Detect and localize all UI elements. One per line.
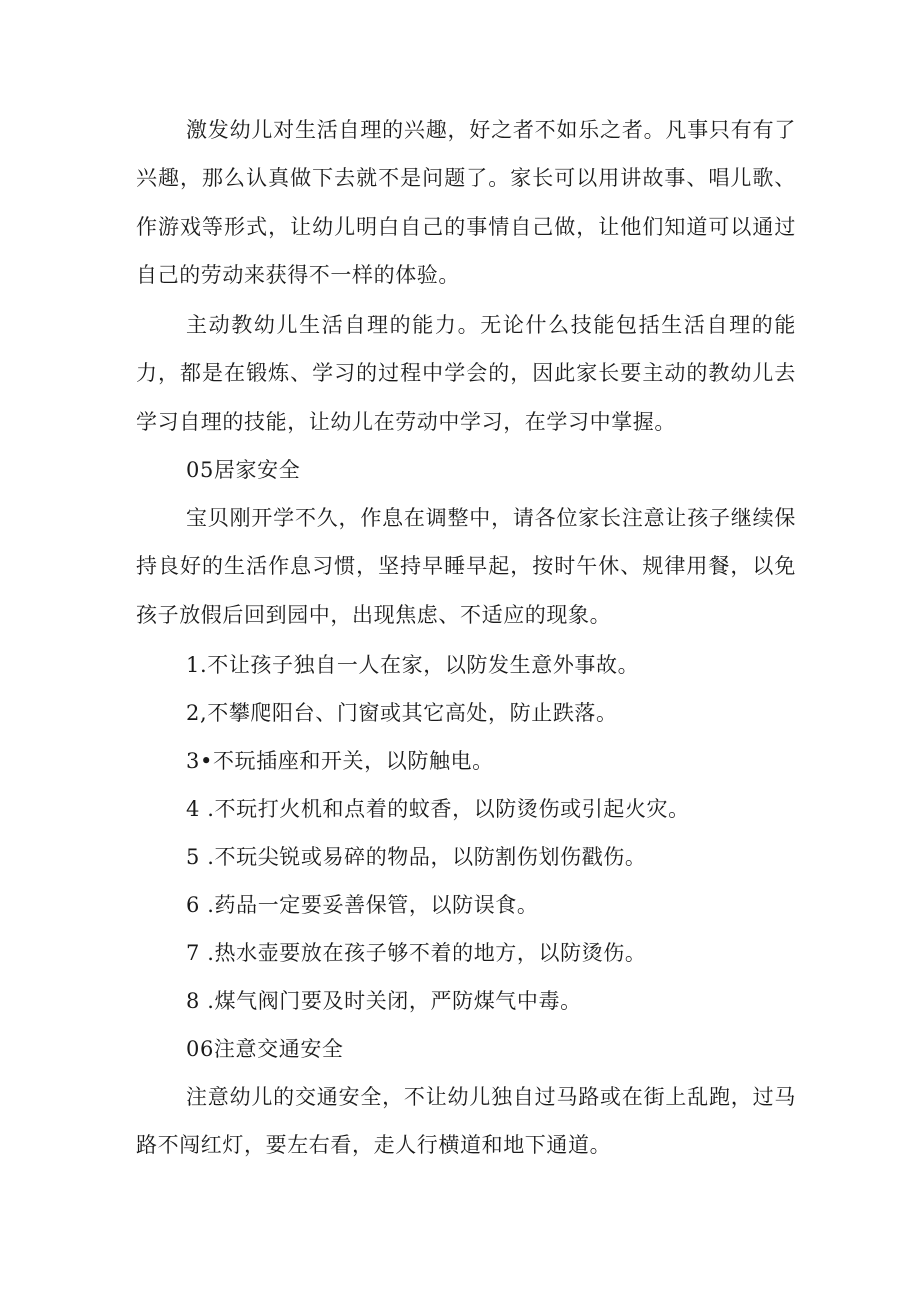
list-item-1: 1.不让孩子独自一人在家，以防发生意外事故。 — [186, 653, 640, 677]
heading-traffic-safety: 06注意交通安全 — [186, 1037, 344, 1061]
heading-home-safety: 05居家安全 — [186, 458, 301, 482]
list-item-6: 6 .药品一定要妥善保管，以防误食。 — [186, 893, 539, 917]
list-item-5: 5 .不玩尖锐或易碎的物品，以防割伤划伤戳伤。 — [186, 845, 647, 869]
list-item-3: 3•不玩插座和开关，以防触电。 — [186, 749, 494, 773]
paragraph-traffic: 注意幼儿的交通安全，不让幼儿独自过马路或在街上乱跑，过马路不闯红灯，要左右看，走人行横道和地下通道。 — [136, 1085, 796, 1158]
paragraph-interest: 激发幼儿对生活自理的兴趣，好之者不如乐之者。凡事只有有了兴趣，那么认真做下去就不是问题了。家长可以用讲故事、唱儿歌、作游戏等形式，让幼儿明白自己的事情自己做，让他们知道可以通过自己的劳动来获得不一样的体验。 — [136, 118, 796, 287]
list-item-2: 2,不攀爬阳台、门窗或其它高处，防止跌落。 — [186, 701, 618, 725]
paragraph-ability: 主动教幼儿生活自理的能力。无论什么技能包括生活自理的能力，都是在锻炼、学习的过程中学会的，因此家长要主动的教幼儿去学习自理的技能，让幼儿在劳动中学习，在学习中掌握。 — [136, 313, 796, 434]
list-item-4: 4 .不玩打火机和点着的蚊香，以防烫伤或引起火灾。 — [186, 797, 690, 821]
list-item-7: 7 .热水壶要放在孩子够不着的地方，以防烫伤。 — [186, 941, 647, 965]
paragraph-schedule: 宝贝刚开学不久，作息在调整中，请各位家长注意让孩子继续保持良好的生活作息习惯，坚持早睡早起，按时午休、规律用餐，以免孩子放假后回到园中，出现焦虑、不适应的现象。 — [136, 506, 796, 627]
list-item-8: 8 .煤气阀门要及时关闭，严防煤气中毒。 — [186, 989, 582, 1013]
